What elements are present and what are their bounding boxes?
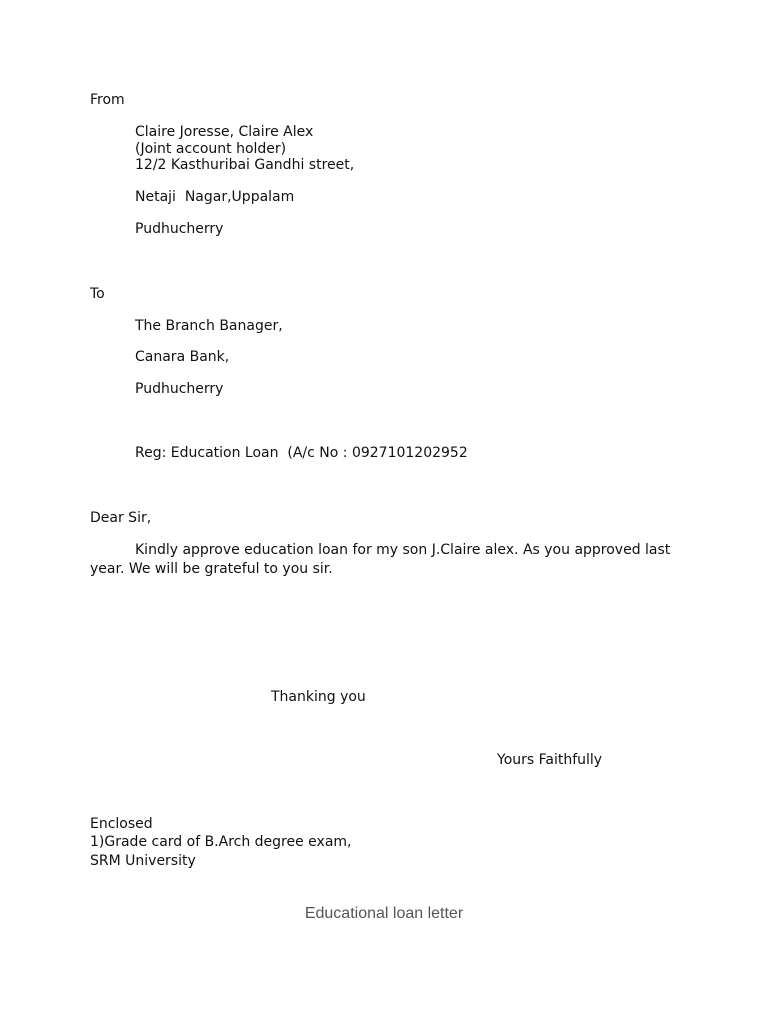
sender-city: Pudhucherry: [135, 221, 224, 237]
sender-area: Netaji Nagar,Uppalam: [135, 189, 295, 205]
sender-role: (Joint account holder): [135, 141, 287, 157]
recipient-city: Pudhucherry: [135, 381, 224, 397]
salutation: Dear Sir,: [90, 510, 152, 526]
enclosure-institution: SRM University: [90, 853, 196, 869]
recipient-bank: Canara Bank,: [135, 349, 230, 365]
document-caption: Educational loan letter: [304, 905, 464, 922]
closing-line: Yours Faithfully: [497, 752, 603, 768]
to-label: To: [90, 286, 105, 302]
enclosure-item: 1)Grade card of B.Arch degree exam,: [90, 834, 352, 850]
recipient-title: The Branch Banager,: [135, 318, 283, 334]
subject-line: Reg: Education Loan (A/c No : 0927101202952: [135, 445, 468, 461]
enclosed-label: Enclosed: [90, 816, 153, 832]
letter-body: Kindly approve education loan for my son J.Claire alex. As you approved last year. We will be grateful to you sir.: [90, 542, 671, 577]
sender-names: Claire Joresse, Claire Alex: [135, 124, 314, 140]
thanks-line: Thanking you: [271, 689, 366, 705]
sender-street: 12/2 Kasthuribai Gandhi street,: [135, 157, 355, 173]
from-label: From: [90, 92, 125, 108]
